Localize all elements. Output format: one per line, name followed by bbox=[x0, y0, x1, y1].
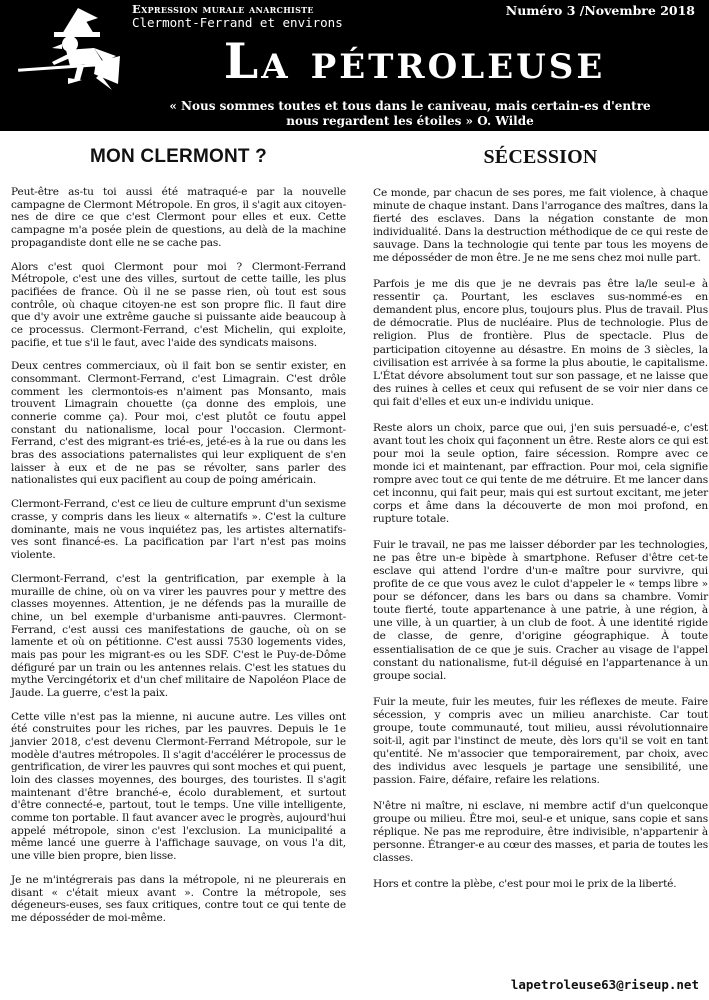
masthead-tagline: Expression murale anarchiste bbox=[132, 2, 314, 16]
quote-line-2: nous regardent les étoiles » O. Wilde bbox=[286, 114, 534, 128]
article-paragraph: Clermont-Ferrand, c'est la gentrification, par exemple à la muraille de chine, où on va virer les pauvres pour y mettre des classes moyennes. Attention, je ne défends pas la muraille de chine, un bel exemple d'urbanisme anti-pauvres. Clermont-Ferrand, c'est aussi ces manifestations de gauche, où on se lamente et où on pétitionne. C'est aussi 7530 logements vides, mais pas pour les migrant-es ou les SDF. C'est le Puy-de-Dôme défiguré par un train ou les antennes relais. C'est les statues du mythe Vercingétorix et d'un chef militaire de Napoléon Place de Jaude. La guerre, c'est la paix. bbox=[11, 572, 346, 699]
article-paragraph: Fuir le travail, ne pas me laisser déborder par les technologies, ne pas être un-e bipède à smartphone. Refuser d'être cet-te esclave qui attend l'ordre d'un-e maître pour survivre, qui profite de ce que vous avez le culot d'appeler le « temps libre » pour se défoncer, dans les bars ou dans sa chambre. Vomir toute fierté, toute appartenance à une patrie, à une région, à une ville, à un quartier, à un club de foot. À une identité rigide de classe, de genre, d'origine géographique. À toute essentialisation de ce que je suis. Cracher au visage de l'appel constant du nationalisme, fut-il déguisé en l'appartenance à un groupe social. bbox=[373, 539, 708, 682]
article-title: MON CLERMONT ? bbox=[90, 146, 267, 167]
article-title: SÉCESSION bbox=[483, 146, 598, 168]
article-secession bbox=[373, 146, 708, 904]
article-paragraph: Reste alors un choix, parce que oui, j'en suis persuadé-e, c'est avant tout les choix qui façonnent un être. Reste alors ce qui est pour moi la seule option, faire sécession. Rompre avec ce monde ici et maintenant, par effraction. Pour moi, cela signifie rompre avec tout ce qui tente de me détruire. Et me lancer dans cet inconnu, qui fait peur, mais qui est surtout excitant, me jeter corps et âme dans la découverte de mon moi profond, en rupture totale. bbox=[373, 421, 708, 526]
article-mon-clermont bbox=[11, 146, 346, 936]
witch-on-broom-icon bbox=[8, 4, 120, 96]
quote-line-1: « Nous sommes toutes et tous dans le caniveau, mais certain-es d'entre bbox=[169, 99, 651, 113]
article-paragraph: Parfois je me dis que je ne devrais pas être la/le seul-e à ressentir ça. Pourtant, les esclaves sus-nommé-es en demandent plus, encore plus, toujours plus. Plus de travail. Plus de démocratie. Plus de nucléaire. Plus de technologie. Plus de religion. Plus de frontière. Plus de spectacle. Plus de participation citoyenne au désastre. En moins de 3 siècles, la civilisation est arrivée à sa forme la plus aboutie, le capitalisme. L'État dévore absolument tout sur son passage, et ne laisse que des ruines à celles et ceux qui refusent de se voir nier dans ce qui fait d'elles et eux un-e individu unique. bbox=[373, 278, 708, 408]
issue-number: Numéro 3 /Novembre 2018 bbox=[505, 3, 695, 18]
article-paragraph: Ce monde, par chacun de ses pores, me fait violence, à chaque minute de chaque instant. Dans l'arrogance des maîtres, dans la fierté des esclaves. Dans la négation constante de mon individualité. Dans la destruction méthodique de ce qui reste de sauvage. Dans la technologie qui tente par tous les moyens de me déposséder de mon être. Je ne me sens chez moi nulle part. bbox=[373, 187, 708, 265]
article-paragraph: Peut-être as-tu toi aussi été matraqué-e par la nouvelle campagne de Clermont Métropole. En gros, il s'agit aux citoyen-nes de dire ce que c'est Clermont pour elles et eux. Cette campagne m'a posée plein de questions, au delà de la machine propagandiste dont elle ne se cache pas. bbox=[11, 186, 346, 249]
article-paragraph: N'être ni maître, ni esclave, ni membre actif d'un quelconque groupe ou milieu. Être moi, seul-e et unique, sans copie et sans réplique. Ne pas me reproduire, être indivisible, n'appartenir à personne. Étranger-e au cœur des masses, et paria de toutes les classes. bbox=[373, 799, 708, 865]
article-paragraph: Cette ville n'est pas la mienne, ni aucune autre. Les villes ont été construites pour les riches, par les pauvres. Depuis le 1e janvier 2018, c'est devenu Clermont-Ferrand Métropole, sur le modèle d'autres métropoles. Il s'agit d'accélérer le processus de gentrification, de virer les pauvres qui sont moches et qui puent, loin des classes moyennes, des bourges, des touristes. Il s'agit maintenant d'être branché-e, écolo durablement, et surtout d'être connecté-e, partout, tout le temps. Une ville intelligente, comme ton portable. Il faut avancer avec le progrès, aujourd'hui appelé métropole, sinon c'est l'exclusion. La municipalité a même lancé une guerre à l'affichage sauvage, on vous l'a dit, une ville bien propre, bien lisse. bbox=[11, 710, 346, 862]
article-paragraph: Hors et contre la plèbe, c'est pour moi le prix de la liberté. bbox=[373, 878, 677, 891]
article-paragraph: Je ne m'intégrerais pas dans la métropole, ni ne pleurerais en disant « c'était mieux avant ». Contre la métropole, ses dégeneurs-euses, ses faux critiques, contre tout ce qui tente de me déposséder de moi-même. bbox=[11, 873, 346, 924]
masthead-region: Clermont-Ferrand et environs bbox=[132, 15, 343, 30]
article-paragraph: Alors c'est quoi Clermont pour moi ? Clermont-Ferrand Métropole, c'est une des villes, surtout de cette taille, les plus pacifiées de france. Où il ne se passe rien, où tout est sous contrôle, où chaque citoyen-ne est son propre flic. Il faut dire que d'y avoir une extrême gauche si puissante aide beaucoup à ce processus. Clermont-Ferrand, c'est Michelin, qui exploite, pacifie, et tue s'il le faut, avec l'aide des syndicats maisons. bbox=[11, 260, 346, 349]
contact-email: lapetroleuse63@riseup.net bbox=[510, 977, 699, 992]
newspaper-title: La pétroleuse bbox=[223, 32, 606, 90]
masthead-quote bbox=[120, 99, 700, 129]
article-paragraph: Deux centres commerciaux, où il fait bon se sentir exister, en consommant. Clermont-Ferrand, c'est Limagrain. C'est drôle comment les clermontois-es n'aiment pas Monsanto, mais trouvent Limagrain chouette (ça donne des emplois, une connerie comme ça). Pour moi, c'est plutôt ce foutu appel constant du nationalisme, local pour l'occasion. Clermont-Ferrand, c'est des migrant-es trié-es, jeté-es à la rue ou dans les bras des associations paternalistes qui leur expliquent de s'en laisser à eux et de ne pas se révolter, sans parler des nationalistes qui eux pacifient au coup de poing américain. bbox=[11, 360, 346, 487]
article-paragraph: Fuir la meute, fuir les meutes, fuir les réflexes de meute. Faire sécession, y compris avec un milieu anarchiste. Car tout groupe, toute communauté, tout milieu, aussi révolutionnaire soit-il, agit par l'instinct de meute, dès lors qu'il se voit en tant qu'entité. Ne m'associer que temporairement, par choix, avec des individus avec lesquels je partage une sensibilité, une passion. Faire, défaire, refaire les relations. bbox=[373, 695, 708, 786]
article-paragraph: Clermont-Ferrand, c'est ce lieu de culture emprunt d'un sexisme crasse, y compris dans les lieux « alternatifs ». C'est la culture dominante, mais ne vous inquiétez pas, les artistes alternatifs-ves sont financé-es. La pacification par l'art n'est pas moins violente. bbox=[11, 498, 346, 561]
masthead bbox=[0, 0, 709, 131]
